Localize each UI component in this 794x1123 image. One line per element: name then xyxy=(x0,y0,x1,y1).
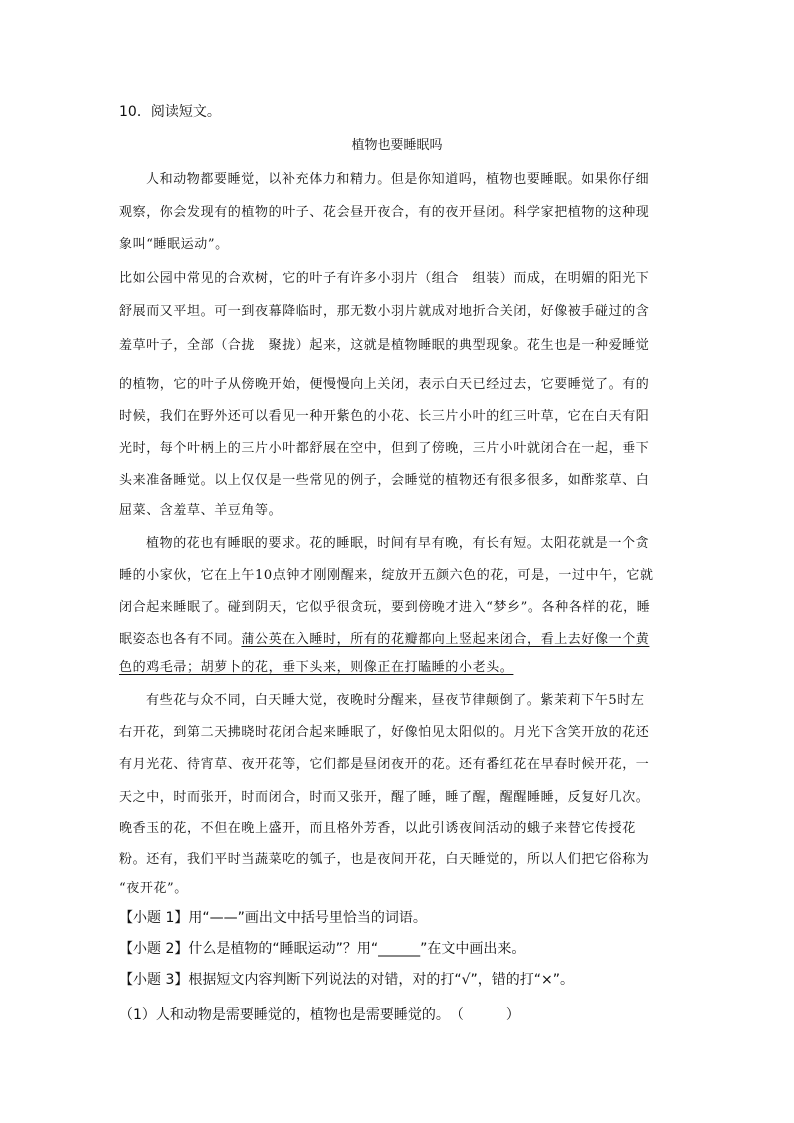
passage-line: 植物的花也有睡眠的要求。花的睡眠，时间有早有晚，有长有短。太阳花就是一个贪 xyxy=(146,536,650,551)
passage-line: 象叫“睡眠运动”。 xyxy=(119,237,229,252)
sub-question-1: 【小题 1】用“——”画出文中括号里恰当的词语。 xyxy=(119,910,427,926)
passage-line: 闭合起来睡眠了。碰到阴天，它似乎很贪玩，要到傍晚才进入“梦乡”。各种各样的花，睡 xyxy=(119,600,651,615)
passage-line: 光时，每个叶柄上的三片小叶都舒展在空中，但到了傍晚，三片小叶就闭合在一起，垂下 xyxy=(119,441,650,456)
passage-line: 人和动物都要睡觉，以补充体力和精力。但是你知道吗，植物也要睡眠。如果你仔细 xyxy=(146,172,650,187)
passage-line: 粉。还有，我们平时当蔬菜吃的瓠子，也是夜间开花，白天睡觉的，所以人们把它俗称为 xyxy=(119,852,650,867)
passage-line: 时候，我们在野外还可以看见一种开紫色的小花、长三片小叶的红三叶草，它在白天有阳 xyxy=(119,409,650,424)
passage-line: “夜开花”。 xyxy=(119,881,188,896)
passage-line xyxy=(119,628,649,647)
passage-title: 植物也要睡眠吗 xyxy=(351,138,443,153)
passage-line: 有月光花、待宵草、夜开花等，它们都是昼闭夜开的花。还有番红花在早春时候开花，一 xyxy=(119,757,650,772)
sub-question-3: 【小题 3】根据短文内容判断下列说法的对错，对的打“√”，错的打“×”。 xyxy=(119,972,575,988)
passage-text: 眠姿态也各有不同。 xyxy=(119,632,242,647)
passage-line: 羞草叶子，全部（合拢 聚拢）起来，这就是植物睡眠的典型现象。花生也是一种爱睡觉 xyxy=(119,338,650,353)
passage-line xyxy=(119,656,513,675)
passage-line: 右开花，到第二天拂晓时花闭合起来睡眠了，好像怕见太阳似的。月光下含笑开放的花还 xyxy=(119,725,650,740)
passage-line: 睡的小家伙，它在上午10点钟才刚刚醒来，绽放开五颜六色的花，可是，一过中午，它就 xyxy=(119,568,654,583)
passage-line: 头来准备睡觉。以上仅仅是一些常见的例子，会睡觉的植物还有很多很多，如酢浆草、白 xyxy=(119,473,650,488)
passage-line: 比如公园中常见的合欢树，它的叶子有许多小羽片（组合 组装）而成，在明媚的阳光下 xyxy=(119,271,650,286)
passage-line: 的植物，它的叶子从傍晚开始，便慢慢向上关闭，表示白天已经过去，它要睡觉了。有的 xyxy=(119,377,650,392)
passage-line: 舒展而又平坦。可一到夜幕降临时，那无数小羽片就成对地折合关闭，好像被手碰过的含 xyxy=(119,304,650,319)
passage-line: 屈菜、含羞草、羊豆角等。 xyxy=(119,503,283,518)
sub-question-2: 【小题 2】什么是植物的“睡眠运动”？用“______”在文中画出来。 xyxy=(119,941,526,957)
underlined-text: 色的鸡毛帚；胡萝卜的花，垂下头来，则像正在打瞌睡的小老头。 xyxy=(119,660,514,675)
underlined-text: 蒲公英在入睡时，所有的花瓣都向上竖起来闭合，看上去好像一个黄 xyxy=(241,632,650,647)
judgement-item-1: （1）人和动物是需要睡觉的，植物也是需要睡觉的。 （ ） xyxy=(119,1007,520,1023)
passage-line: 晚香玉的花，不但在晚上盛开，而且格外芳香，以此引诱夜间活动的蛾子来替它传授花 xyxy=(119,821,636,836)
passage-line: 观察，你会发现有的植物的叶子、花会昼开夜合，有的夜开昼闭。科学家把植物的这种现 xyxy=(119,205,650,220)
passage-line: 有些花与众不同，白天睡大觉，夜晚时分醒来，昼夜节律颠倒了。紫茉莉下午5时左 xyxy=(146,693,645,708)
question-number: 10．阅读短文。 xyxy=(119,104,221,120)
passage-line: 天之中，时而张开，时而闭合，时而又张开，醒了睡，睡了醒，醒醒睡睡，反复好几次。 xyxy=(119,790,650,805)
